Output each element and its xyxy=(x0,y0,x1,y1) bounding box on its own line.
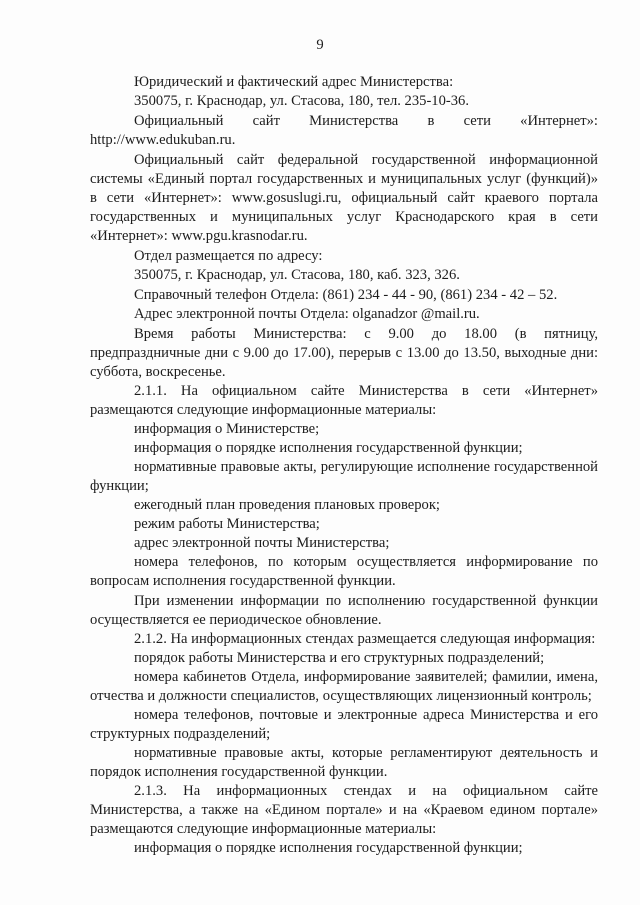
paragraph: 2.1.2. На информационных стендах размещается следующая информация: xyxy=(134,631,596,647)
paragraph: Справочный телефон Отдела: (861) 234 - 44 - 90, (861) 234 - 42 – 52. xyxy=(134,287,558,303)
paragraph: 350075, г. Краснодар, ул. Стасова, 180, каб. 323, 326. xyxy=(134,267,460,283)
paragraph: 2.1.1. На официальном сайте Министерства в сети «Интернет» размещаются следующие информационные материалы: xyxy=(90,383,598,418)
list-item: номера телефонов, по которым осуществляется информирование по вопросам исполнения государственной функции. xyxy=(90,554,598,589)
list-item: порядок работы Министерства и его структурных подразделений; xyxy=(134,650,545,666)
list-item: адрес электронной почты Министерства; xyxy=(134,535,390,551)
list-item: режим работы Министерства; xyxy=(134,516,320,532)
list-item: нормативные правовые акты, регулирующие исполнение государственной функции; xyxy=(90,459,598,494)
paragraph: При изменении информации по исполнению государственной функции осуществляется ее периодическое обновление. xyxy=(90,593,598,628)
list-item: информация о порядке исполнения государственной функции; xyxy=(134,840,523,856)
list-item: номера кабинетов Отдела, информирование заявителей; фамилии, имена, отчества и должности специалистов, осуществляющих лицензионный контроль; xyxy=(90,669,598,704)
paragraph: Адрес электронной почты Отдела: olganadzor @mail.ru. xyxy=(134,306,480,322)
list-item: номера телефонов, почтовые и электронные адреса Министерства и его структурных подразделений; xyxy=(90,707,598,742)
paragraph: Юридический и фактический адрес Министерства: xyxy=(134,74,454,90)
list-item: информация о порядке исполнения государственной функции; xyxy=(134,440,523,456)
paragraph: 2.1.3. На информационных стендах и на официальном сайте Министерства, а также на «Едином портале» и на «Краевом едином портале» размещаются следующие информационные материалы: xyxy=(90,783,598,837)
paragraph: Официальный сайт Министерства в сети «Интернет»: http://www.edukuban.ru. xyxy=(90,113,598,148)
document-body xyxy=(90,73,598,858)
list-item: информация о Министерстве; xyxy=(134,421,320,437)
list-item: ежегодный план проведения плановых проверок; xyxy=(134,497,440,513)
paragraph: 350075, г. Краснодар, ул. Стасова, 180, тел. 235-10-36. xyxy=(134,93,470,109)
list-item: нормативные правовые акты, которые регламентируют деятельность и порядок исполнения государственной функции. xyxy=(90,745,598,780)
paragraph: Время работы Министерства: с 9.00 до 18.00 (в пятницу, предпраздничные дни с 9.00 до 17.00), перерыв с 13.00 до 13.50, выходные дни: суббота, воскресенье. xyxy=(90,326,598,380)
paragraph: Официальный сайт федеральной государственной информационной системы «Единый портал государственных и муниципальных услуг (функций)» в сети «Интернет»: www.gosuslugi.ru, официальный сайт краевого портала государственных и муниципальных услуг Краснодарского края в сети «Интернет»: www.pgu.krasnodar.ru. xyxy=(90,152,598,244)
paragraph: Отдел размещается по адресу: xyxy=(134,248,323,264)
page-number: 9 xyxy=(316,37,324,53)
